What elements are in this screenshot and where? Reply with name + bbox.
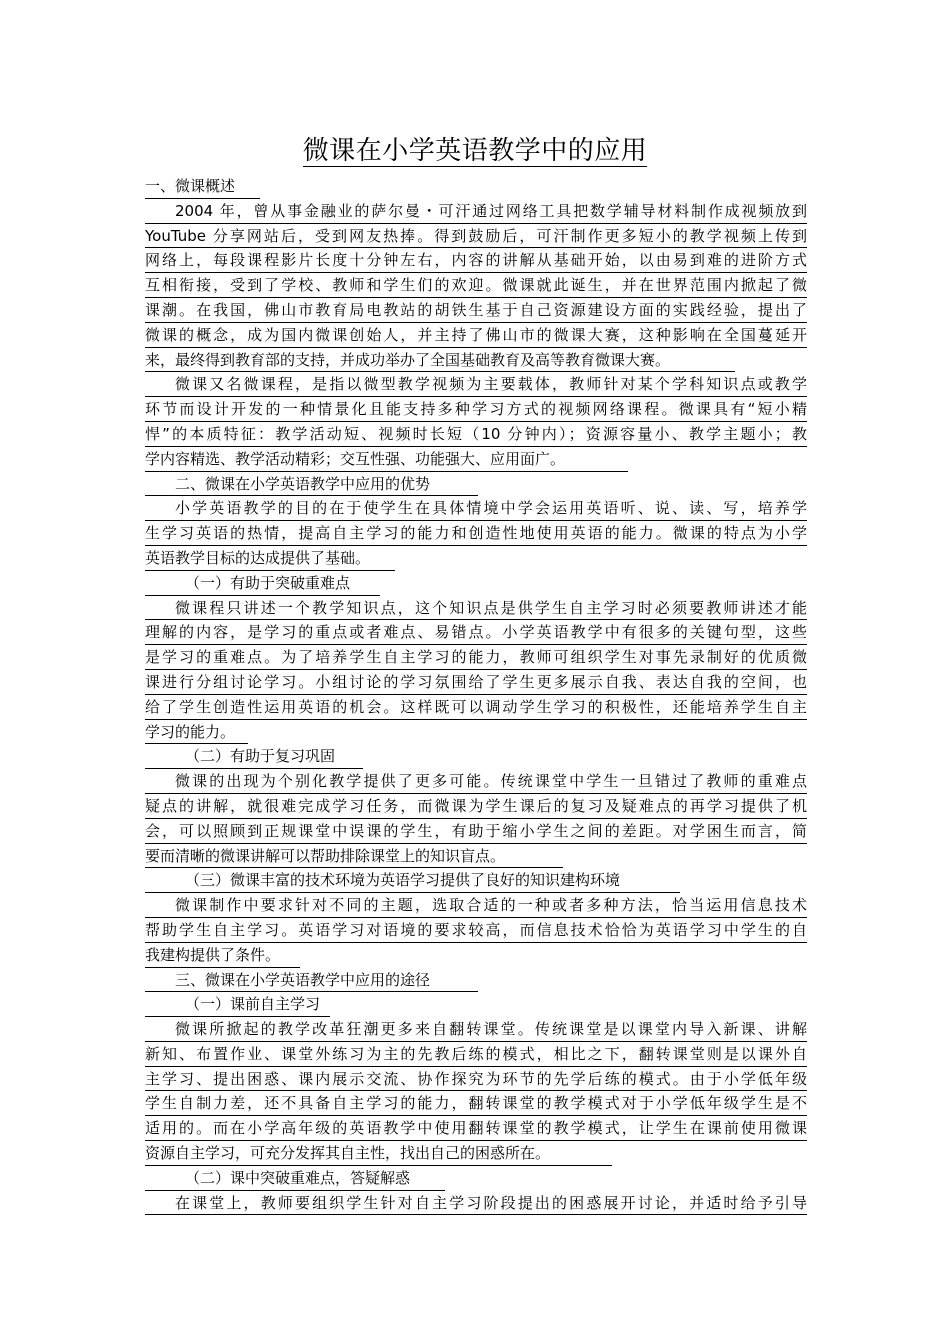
text-line: 来，最终得到教育部的支持，并成功举办了全国基础教育及高等教育微课大赛。 (145, 348, 735, 373)
text-line: 主学习、提出困惑、课内展示交流、协作探究为环节的先学后练的模式。由于小学低年级 (145, 1067, 807, 1092)
text-line: 悍”的本质特征：教学活动短、视频时长短（10 分钟内）；资源容量小、教学主题小；教 (145, 422, 807, 447)
text-line: 课潮。在我国，佛山市教育局电教站的胡铁生基于自己资源建设方面的实践经验，提出了 (145, 298, 807, 323)
text-line: （三）微课丰富的技术环境为英语学习提供了良好的知识建构环境 (145, 868, 680, 893)
text-line: 适用的。而在小学高年级的英语教学中使用翻转课堂的教学模式，让学生在课前使用微课 (145, 1116, 807, 1141)
text-line: 英语教学目标的达成提供了基础。 (145, 546, 395, 571)
text-line: 微课的出现为个别化教学提供了更多可能。传统课堂中学生一旦错过了教师的重难点 (145, 769, 807, 794)
document-title (0, 131, 950, 171)
text-line: 帮助学生自主学习。英语学习对语境的要求较高，而信息技术恰恰为英语学习中学生的自 (145, 918, 807, 943)
text-line: YouTube 分享网站后，受到网友热捧。得到鼓励后，可汗制作更多短小的教学视频上传到 (145, 224, 807, 249)
text-line: （一）有助于突破重难点 (145, 571, 380, 596)
text-line: 是学习的重难点。为了培养学生自主学习的能力，教师可组织学生对事先录制好的优质微 (145, 645, 807, 670)
text-line: 理解的内容，是学习的重点或者难点、易错点。小学英语教学中有很多的关键句型，这些 (145, 620, 807, 645)
text-line: 学内容精选、教学活动精彩；交互性强、功能强大、应用面广。 (145, 447, 628, 472)
text-line: 一、微课概述 (145, 174, 260, 199)
text-line: 微课的概念，成为国内微课创始人，并主持了佛山市的微课大赛，这种影响在全国蔓延开 (145, 323, 807, 348)
text-line: 生学习英语的热情，提高自主学习的能力和创造性地使用英语的能力。微课的特点为小学 (145, 521, 807, 546)
text-line: 学生自制力差，还不具备自主学习的能力，翻转课堂的教学模式对于小学低年级学生是不 (145, 1091, 807, 1116)
text-line: 我建构提供了条件。 (145, 943, 300, 968)
text-line: 在课堂上，教师要组织学生针对自主学习阶段提出的困惑展开讨论，并适时给予引导 (145, 1191, 807, 1216)
text-line: 要而清晰的微课讲解可以帮助排除课堂上的知识盲点。 (145, 844, 563, 869)
text-line: 2004 年，曾从事金融业的萨尔曼・可汗通过网络工具把数学辅导材料制作成视频放到 (145, 199, 807, 224)
text-line: 微课又名微课程，是指以微型教学视频为主要载体，教师针对某个学科知识点或教学 (145, 372, 807, 397)
text-line: 新知、布置作业、课堂外练习为主的先教后练的模式，相比之下，翻转课堂则是以课外自 (145, 1042, 807, 1067)
text-line: 资源自主学习，可充分发挥其自主性，找出自己的困惑所在。 (145, 1141, 612, 1166)
text-line: 二、微课在小学英语教学中应用的优势 (145, 472, 478, 497)
text-line: 微课程只讲述一个教学知识点，这个知识点是供学生自主学习时必须要教师讲述才能 (145, 596, 807, 621)
text-line: （一）课前自主学习 (145, 992, 330, 1017)
text-line: （二）课中突破重难点，答疑解惑 (145, 1166, 445, 1191)
text-line: 三、微课在小学英语教学中应用的途径 (145, 968, 478, 993)
text-line: 给了学生创造性运用英语的机会。这样既可以调动学生学习的积极性，还能培养学生自主 (145, 695, 807, 720)
document-body (145, 174, 807, 1215)
text-line: 课进行分组讨论学习。小组讨论的学习氛围给了学生更多展示自我、表达自我的空间，也 (145, 670, 807, 695)
text-line: 微课制作中要求针对不同的主题，选取合适的一种或者多种方法，恰当运用信息技术 (145, 893, 807, 918)
text-line: 学习的能力。 (145, 720, 248, 745)
text-line: 微课所掀起的教学改革狂潮更多来自翻转课堂。传统课堂是以课堂内导入新课、讲解 (145, 1017, 807, 1042)
text-line: 小学英语教学的目的在于使学生在具体情境中学会运用英语听、说、读、写，培养学 (145, 496, 807, 521)
text-line: 互相衔接，受到了学校、教师和学生们的欢迎。微课就此诞生，并在世界范围内掀起了微 (145, 273, 807, 298)
document-title-text: 微课在小学英语教学中的应用 (302, 136, 648, 166)
text-line: 会，可以照顾到正规课堂中误课的学生，有助于缩小学生之间的差距。对学困生而言，简 (145, 819, 807, 844)
text-line: （二）有助于复习巩固 (145, 744, 363, 769)
text-line: 环节而设计开发的一种情景化且能支持多种学习方式的视频网络课程。微课具有“短小精 (145, 397, 807, 422)
text-line: 疑点的讲解，就很难完成学习任务，而微课为学生课后的复习及疑难点的再学习提供了机 (145, 794, 807, 819)
text-line: 网络上，每段课程影片长度十分钟左右，内容的讲解从基础开始，以由易到难的进阶方式 (145, 248, 807, 273)
